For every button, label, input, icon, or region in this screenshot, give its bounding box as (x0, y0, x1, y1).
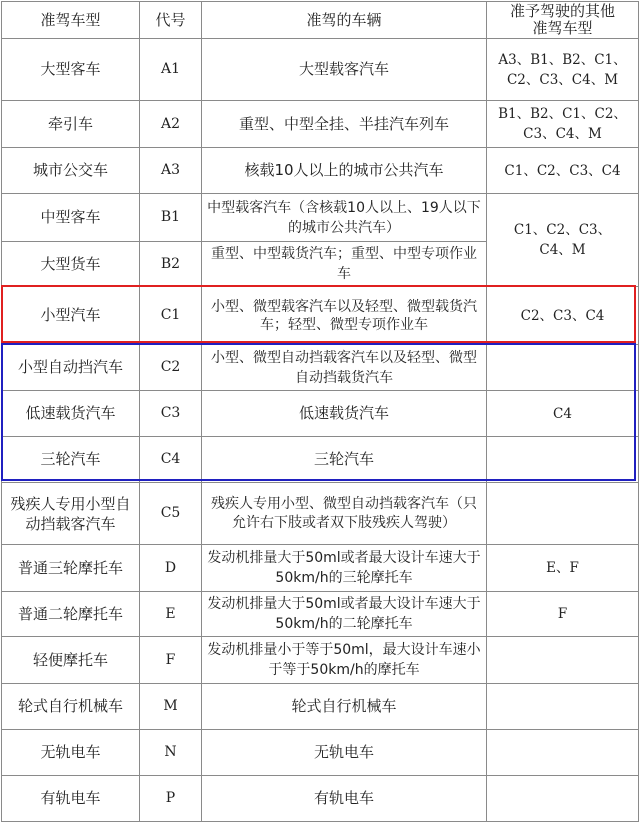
code-cell: P (140, 776, 202, 822)
vehicles-cell: 重型、中型全挂、半挂汽车列车 (202, 101, 487, 148)
code-cell: F (140, 637, 202, 684)
other-cell (487, 776, 639, 822)
vehicles-cell: 轮式自行机械车 (202, 684, 487, 730)
vehicles-cell: 中型载客汽车（含核载10人以上、19人以下的城市公共汽车） (202, 194, 487, 242)
table-row (2, 345, 639, 391)
header-code: 代号 (140, 2, 202, 39)
table-row (2, 194, 639, 242)
table-row (2, 101, 639, 148)
type-cell: 中型客车 (2, 194, 140, 242)
vehicles-cell: 无轨电车 (202, 730, 487, 776)
table-row (2, 592, 639, 637)
table-row (2, 637, 639, 684)
other-cell: C1、C2、C3、C4、M (487, 194, 639, 287)
other-cell: C2、C3、C4 (487, 287, 639, 345)
vehicles-cell: 残疾人专用小型、微型自动挡载客汽车（只允许右下肢或者双下肢残疾人驾驶） (202, 483, 487, 545)
other-cell (487, 437, 639, 483)
vehicles-cell: 有轨电车 (202, 776, 487, 822)
table-header-row (2, 2, 639, 39)
code-cell: B2 (140, 242, 202, 287)
other-cell: B1、B2、C1、C2、C3、C4、M (487, 101, 639, 148)
table-row (2, 148, 639, 194)
type-cell: 城市公交车 (2, 148, 140, 194)
vehicles-cell: 发动机排量小于等于50ml，最大设计车速小于等于50km/h的摩托车 (202, 637, 487, 684)
header-type: 准驾车型 (2, 2, 140, 39)
other-cell (487, 637, 639, 684)
code-cell: C2 (140, 345, 202, 391)
vehicles-cell: 三轮汽车 (202, 437, 487, 483)
header-other: 准予驾驶的其他准驾车型 (487, 2, 639, 39)
vehicles-cell: 小型、微型载客汽车以及轻型、微型载货汽车；轻型、微型专项作业车 (202, 287, 487, 345)
other-cell: E、F (487, 545, 639, 592)
other-cell (487, 684, 639, 730)
code-cell: C3 (140, 391, 202, 437)
type-cell: 低速载货汽车 (2, 391, 140, 437)
type-cell: 大型客车 (2, 39, 140, 101)
code-cell: C4 (140, 437, 202, 483)
type-cell: 无轨电车 (2, 730, 140, 776)
vehicles-cell: 发动机排量大于50ml或者最大设计车速大于50km/h的三轮摩托车 (202, 545, 487, 592)
vehicles-cell: 重型、中型载货汽车；重型、中型专项作业车 (202, 242, 487, 287)
code-cell: E (140, 592, 202, 637)
table-row (2, 483, 639, 545)
other-cell (487, 483, 639, 545)
other-cell (487, 345, 639, 391)
other-cell: C4 (487, 391, 639, 437)
code-cell: M (140, 684, 202, 730)
type-cell: 有轨电车 (2, 776, 140, 822)
table-row (2, 776, 639, 822)
table-row (2, 545, 639, 592)
code-cell: A1 (140, 39, 202, 101)
other-cell: C1、C2、C3、C4 (487, 148, 639, 194)
table-row (2, 730, 639, 776)
vehicles-cell: 大型载客汽车 (202, 39, 487, 101)
code-cell: C5 (140, 483, 202, 545)
type-cell: 大型货车 (2, 242, 140, 287)
type-cell: 普通三轮摩托车 (2, 545, 140, 592)
type-cell: 普通二轮摩托车 (2, 592, 140, 637)
type-cell: 轻便摩托车 (2, 637, 140, 684)
code-cell: C1 (140, 287, 202, 345)
header-vehicles: 准驾的车辆 (202, 2, 487, 39)
type-cell: 牵引车 (2, 101, 140, 148)
type-cell: 轮式自行机械车 (2, 684, 140, 730)
table-row (2, 684, 639, 730)
vehicles-cell: 低速载货汽车 (202, 391, 487, 437)
license-class-table (1, 1, 639, 822)
code-cell: B1 (140, 194, 202, 242)
code-cell: N (140, 730, 202, 776)
other-cell: A3、B1、B2、C1、C2、C3、C4、M (487, 39, 639, 101)
other-cell: F (487, 592, 639, 637)
table-row (2, 39, 639, 101)
type-cell: 小型自动挡汽车 (2, 345, 140, 391)
other-cell (487, 730, 639, 776)
type-cell: 残疾人专用小型自动挡载客汽车 (2, 483, 140, 545)
code-cell: A2 (140, 101, 202, 148)
table-row (2, 437, 639, 483)
type-cell: 三轮汽车 (2, 437, 140, 483)
vehicles-cell: 发动机排量大于50ml或者最大设计车速大于50km/h的二轮摩托车 (202, 592, 487, 637)
table-row (2, 391, 639, 437)
code-cell: A3 (140, 148, 202, 194)
table-row (2, 287, 639, 345)
code-cell: D (140, 545, 202, 592)
vehicles-cell: 小型、微型自动挡载客汽车以及轻型、微型自动挡载货汽车 (202, 345, 487, 391)
vehicles-cell: 核载10人以上的城市公共汽车 (202, 148, 487, 194)
type-cell: 小型汽车 (2, 287, 140, 345)
